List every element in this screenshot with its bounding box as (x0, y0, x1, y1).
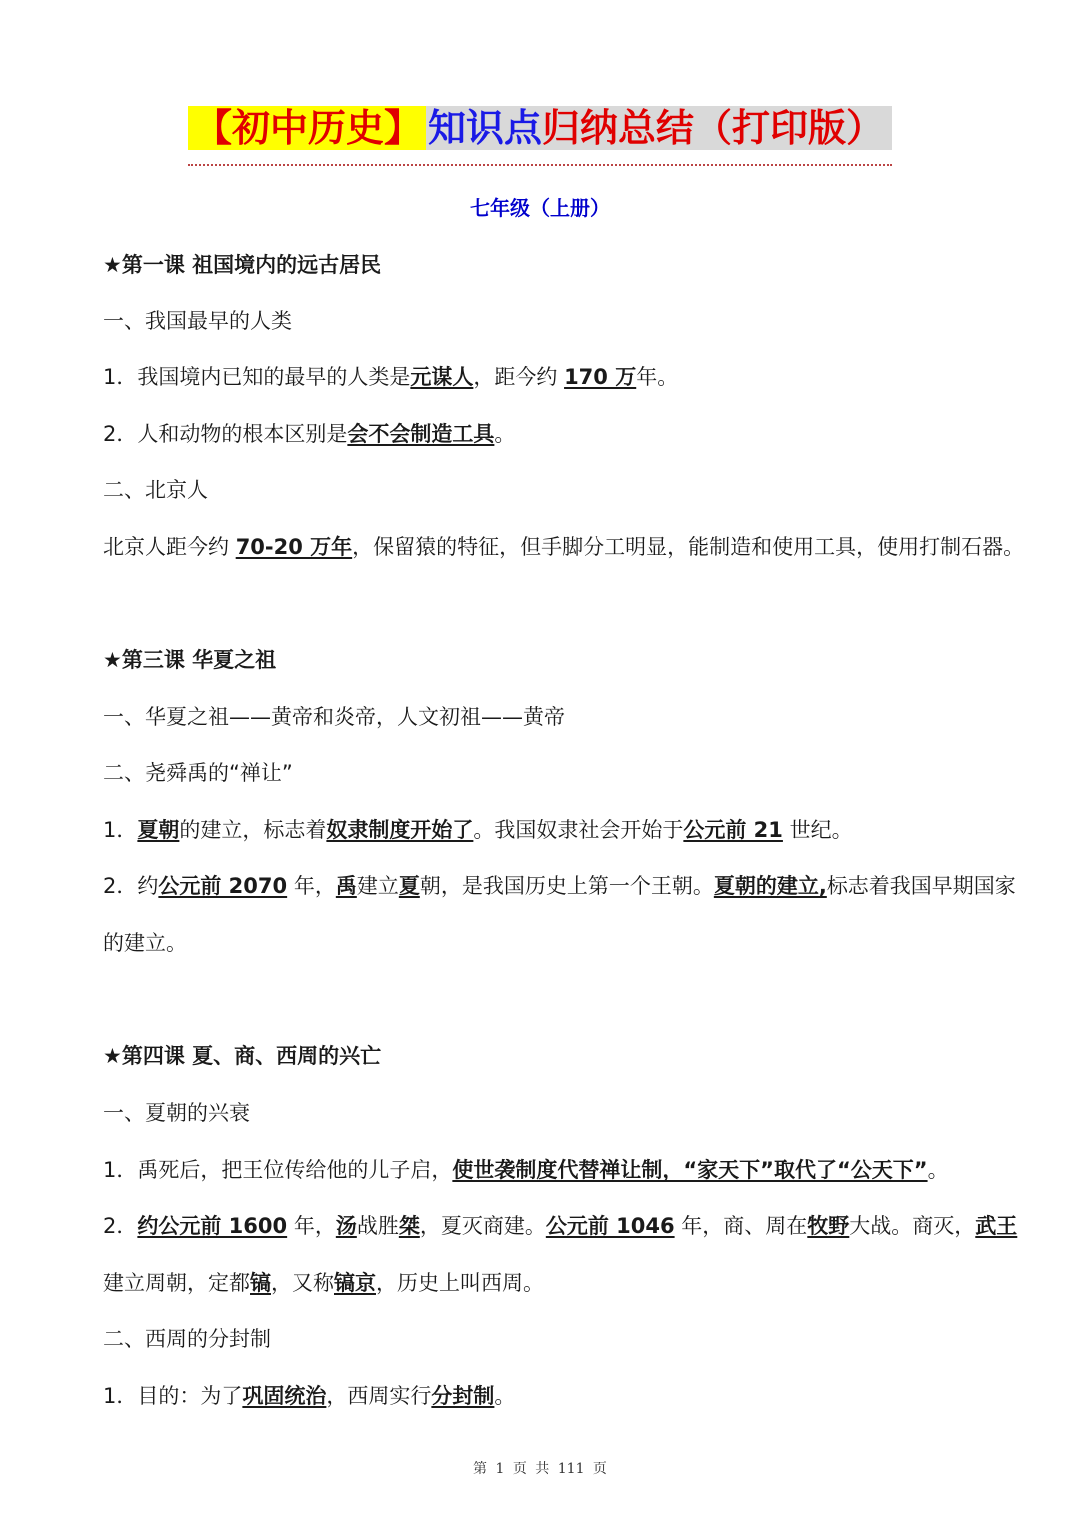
text-segment: 一、我国最早的人类 (103, 309, 292, 333)
text-segment: 年，商、周在 (674, 1214, 808, 1238)
key-point: 武王 (975, 1214, 1018, 1238)
text-segment: ，历史上叫西周。 (376, 1271, 544, 1295)
text-segment: ，保留猿的特征，但手脚分工明显，能制造和使用工具，使用打制石器。 (352, 535, 1025, 559)
text-segment: 的建立，标志着 (179, 818, 327, 842)
key-point: 约公元前 1600 (137, 1214, 288, 1238)
key-point: 镐 (250, 1271, 271, 1295)
text-segment: 2．人和动物的根本区别是 (103, 422, 348, 446)
text-line (103, 1381, 1030, 1411)
key-point: 牧野 (807, 1214, 850, 1238)
text-segment: 2．约 (103, 874, 159, 898)
text-segment: 标志着我国早期国家 (826, 874, 1016, 898)
text-line (103, 532, 1030, 562)
text-segment: 年， (287, 874, 336, 898)
title-tag: 【初中历史】 (188, 106, 426, 150)
text-segment: ，西周实行 (326, 1384, 432, 1408)
text-line (103, 362, 1030, 392)
key-point: 镐京 (334, 1271, 376, 1295)
key-point: 汤 (335, 1214, 357, 1238)
key-point: 公元前 1046 (545, 1214, 675, 1238)
page-footer: 第 1 页 共 111 页 (473, 1461, 607, 1477)
text-segment: ，距今约 (473, 365, 565, 389)
key-point: 分封制 (431, 1384, 495, 1408)
key-point: 桀 (398, 1214, 420, 1238)
text-segment: 。我国奴隶社会开始于 (473, 818, 684, 842)
text-segment: 1．目的：为了 (103, 1384, 243, 1408)
text-segment: 建立周朝，定都 (103, 1271, 250, 1295)
text-segment: 世纪。 (782, 818, 853, 842)
text-line (103, 702, 1030, 732)
text-segment: 建立 (356, 874, 399, 898)
text-line (103, 1324, 1030, 1354)
key-point: 夏朝 (137, 818, 180, 842)
text-line (103, 306, 1030, 336)
key-point: 夏 (398, 874, 420, 898)
text-line (103, 1098, 1030, 1128)
text-line (103, 928, 1030, 958)
text-line (103, 1268, 1030, 1298)
text-segment: 二、北京人 (103, 478, 208, 502)
text-segment: 朝，是我国历史上第一个王朝。 (419, 874, 714, 898)
key-point: 会不会制造工具 (347, 422, 495, 446)
text-segment: 的建立。 (103, 931, 187, 955)
lesson-heading (103, 1041, 1030, 1071)
text-segment: 1． (103, 818, 138, 842)
key-point: 奴隶制度开始了 (326, 818, 474, 842)
text-line (103, 871, 1030, 901)
text-segment: 1．我国境内已知的最早的人类是 (103, 365, 411, 389)
text-segment: ★第三课 华夏之祖 (103, 648, 277, 672)
text-segment: ，又称 (271, 1271, 334, 1295)
text-segment: 2． (103, 1214, 138, 1238)
text-segment: 。 (494, 1384, 516, 1408)
key-point: 公元前 2070 (158, 874, 288, 898)
text-segment: ★第一课 祖国境内的远古居民 (103, 253, 382, 277)
key-point: 巩固统治 (242, 1384, 327, 1408)
text-segment: 战胜 (356, 1214, 399, 1238)
key-point: 公元前 21 (683, 818, 783, 842)
text-segment: 一、夏朝的兴衰 (103, 1101, 250, 1125)
key-point: 禹 (335, 874, 357, 898)
text-line (103, 758, 1030, 788)
text-segment: 年， (287, 1214, 336, 1238)
key-point: 70-20 万年 (235, 535, 353, 559)
text-segment: ★第四课 夏、商、西周的兴亡 (103, 1044, 382, 1068)
text-segment: ，夏灭商建。 (419, 1214, 546, 1238)
text-segment: 二、西周的分封制 (103, 1327, 271, 1351)
text-segment: 。 (494, 422, 516, 446)
grade-subtitle: 七年级（上册） (470, 196, 610, 220)
key-point: 元谋人 (410, 365, 474, 389)
lesson-heading (103, 645, 1030, 675)
text-segment: 大战。商灭， (849, 1214, 976, 1238)
text-segment: 北京人距今约 (103, 535, 236, 559)
text-segment: 1．禹死后，把王位传给他的儿子启， (103, 1158, 453, 1182)
document-title (0, 92, 1080, 166)
title-keyword: 知识点 (427, 106, 542, 150)
text-segment: 。 (927, 1158, 949, 1182)
title-rest: 归纳总结（打印版） (542, 106, 892, 150)
key-point: 夏朝的建立, (713, 874, 827, 898)
text-line (103, 1211, 1030, 1241)
text-line (103, 419, 1030, 449)
lesson-heading (103, 250, 1030, 280)
text-segment: 年。 (636, 365, 679, 389)
text-line (103, 1155, 1030, 1185)
text-segment: 一、华夏之祖——黄帝和炎帝，人文初祖——黄帝 (103, 705, 565, 729)
text-line (103, 475, 1030, 505)
key-point: 170 万 (564, 365, 637, 389)
text-line (103, 815, 1030, 845)
text-segment: 二、尧舜禹的“禅让” (103, 761, 293, 785)
key-point: 使世袭制度代替禅让制，“家天下”取代了“公天下” (452, 1158, 928, 1182)
